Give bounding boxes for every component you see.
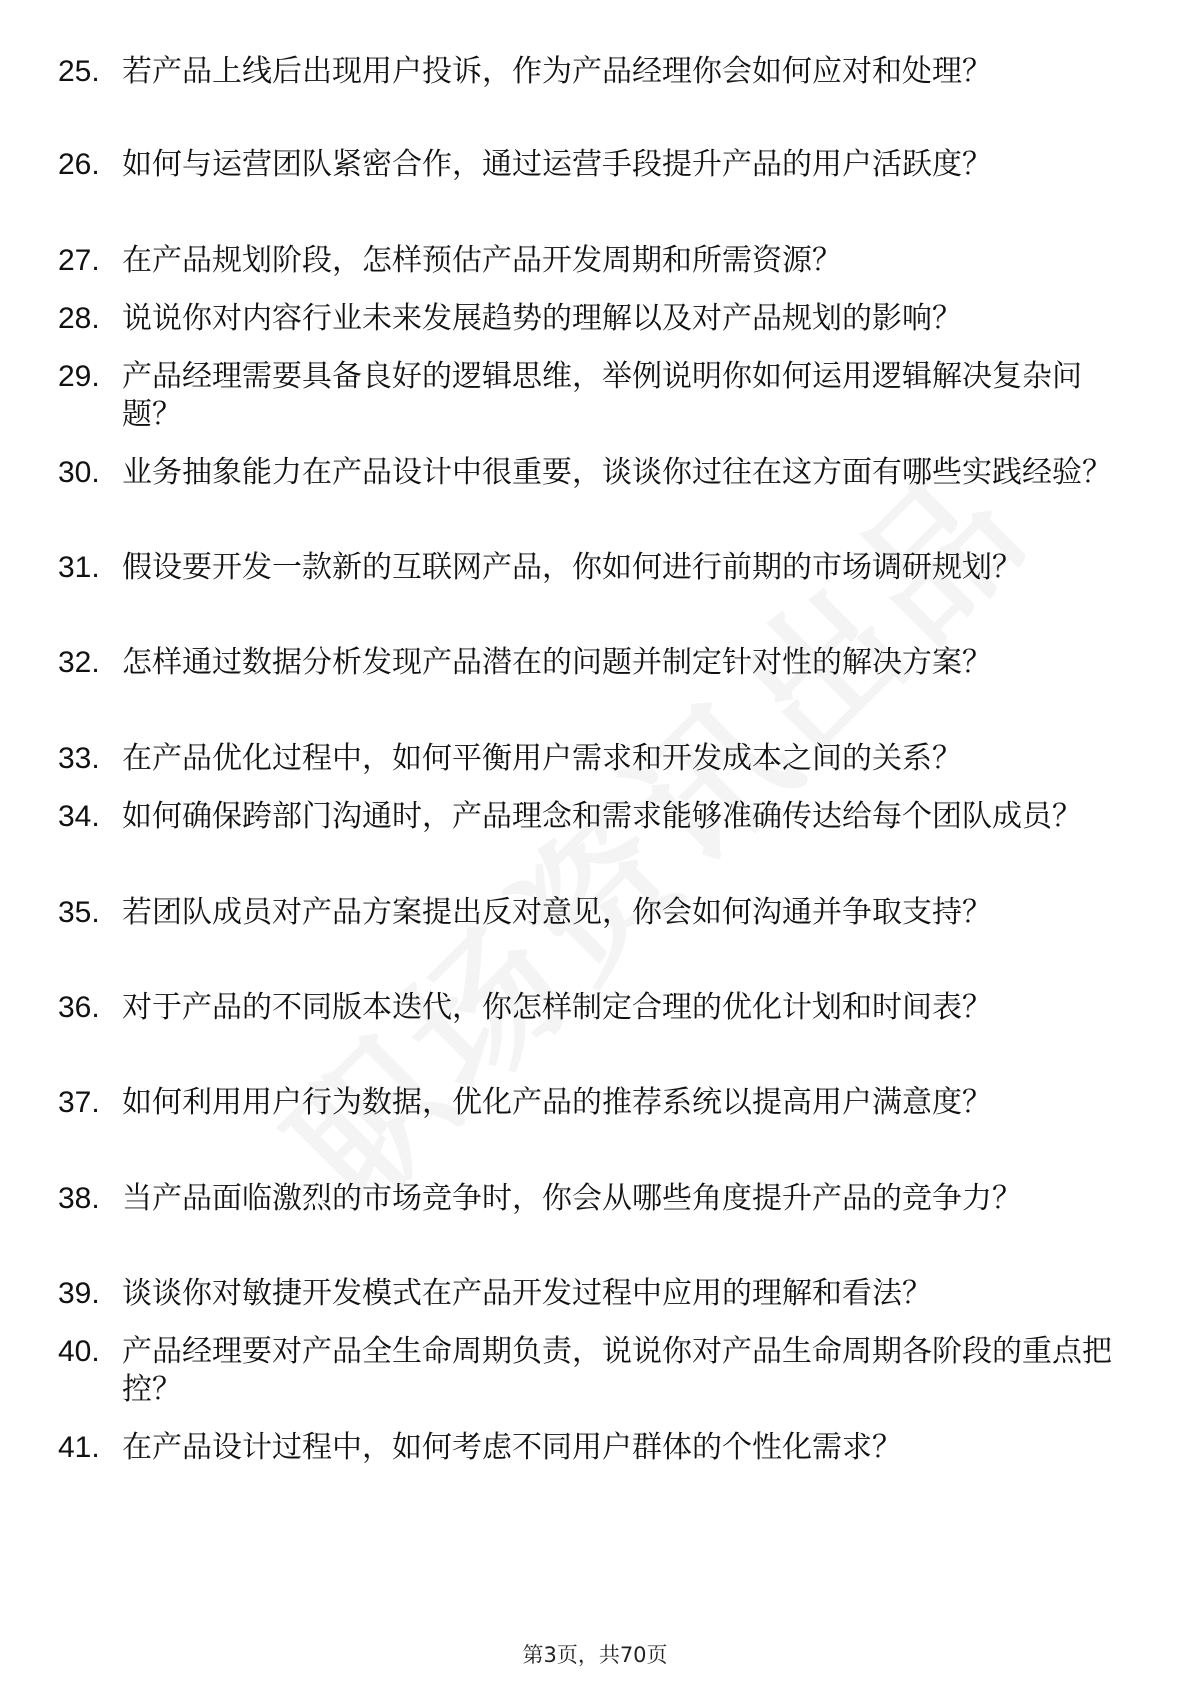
question-item [0,989,1190,1027]
question-number: 40. [58,1335,100,1368]
question-item [0,358,1190,434]
question-item [0,798,1190,836]
question-item [0,1429,1190,1467]
question-text: 当产品面临激烈的市场竞争时，你会从哪些角度提升产品的竞争力？ [122,1181,1022,1216]
question-text: 怎样通过数据分析发现产品潜在的问题并制定针对性的解决方案？ [122,645,992,680]
page-number-footer: 第3页，共70页 [522,1643,668,1667]
question-item [0,549,1190,587]
question-text: 在产品优化过程中，如何平衡用户需求和开发成本之间的关系？ [122,741,962,776]
question-text: 假设要开发一款新的互联网产品，你如何进行前期的市场调研规划？ [122,550,1022,585]
question-item [0,740,1190,778]
question-text: 谈谈你对敏捷开发模式在产品开发过程中应用的理解和看法？ [122,1276,932,1311]
question-item [0,300,1190,338]
question-number: 28. [58,302,100,335]
question-item [0,53,1190,91]
question-item [0,644,1190,682]
question-number: 32. [58,646,100,679]
question-item [0,146,1190,184]
question-number: 38. [58,1182,100,1215]
question-item [0,1333,1190,1409]
question-item [0,454,1190,492]
question-number: 39. [58,1277,100,1310]
question-number: 29. [58,360,100,393]
question-item [0,1084,1190,1122]
question-number: 31. [58,551,100,584]
question-text: 对于产品的不同版本迭代，你怎样制定合理的优化计划和时间表？ [122,990,992,1025]
question-item [0,894,1190,932]
question-item [0,1180,1190,1218]
question-text: 说说你对内容行业未来发展趋势的理解以及对产品规划的影响？ [122,301,962,336]
question-text: 若产品上线后出现用户投诉，作为产品经理你会如何应对和处理？ [122,54,992,89]
question-text: 如何利用用户行为数据，优化产品的推荐系统以提高用户满意度？ [122,1085,992,1120]
question-number: 27. [58,244,100,277]
question-text: 业务抽象能力在产品设计中很重要，谈谈你过往在这方面有哪些实践经验？ [122,455,1112,490]
question-text: 在产品设计过程中，如何考虑不同用户群体的个性化需求？ [122,1430,902,1465]
question-number: 26. [58,148,100,181]
question-text: 产品经理需要具备良好的逻辑思维，举例说明你如何运用逻辑解决复杂问题？ [122,359,1082,432]
question-number: 30. [58,456,100,489]
question-number: 37. [58,1086,100,1119]
question-text: 如何与运营团队紧密合作，通过运营手段提升产品的用户活跃度？ [122,147,992,182]
question-text: 产品经理要对产品全生命周期负责，说说你对产品生命周期各阶段的重点把控？ [122,1334,1112,1407]
question-item [0,1275,1190,1313]
question-item [0,242,1190,280]
question-number: 41. [58,1431,100,1464]
question-number: 25. [58,55,100,88]
question-text: 在产品规划阶段，怎样预估产品开发周期和所需资源？ [122,243,842,278]
question-text: 若团队成员对产品方案提出反对意见，你会如何沟通并争取支持？ [122,895,992,930]
question-number: 33. [58,742,100,775]
question-text: 如何确保跨部门沟通时，产品理念和需求能够准确传达给每个团队成员？ [122,799,1082,834]
question-number: 36. [58,991,100,1024]
question-number: 35. [58,896,100,929]
question-number: 34. [58,800,100,833]
